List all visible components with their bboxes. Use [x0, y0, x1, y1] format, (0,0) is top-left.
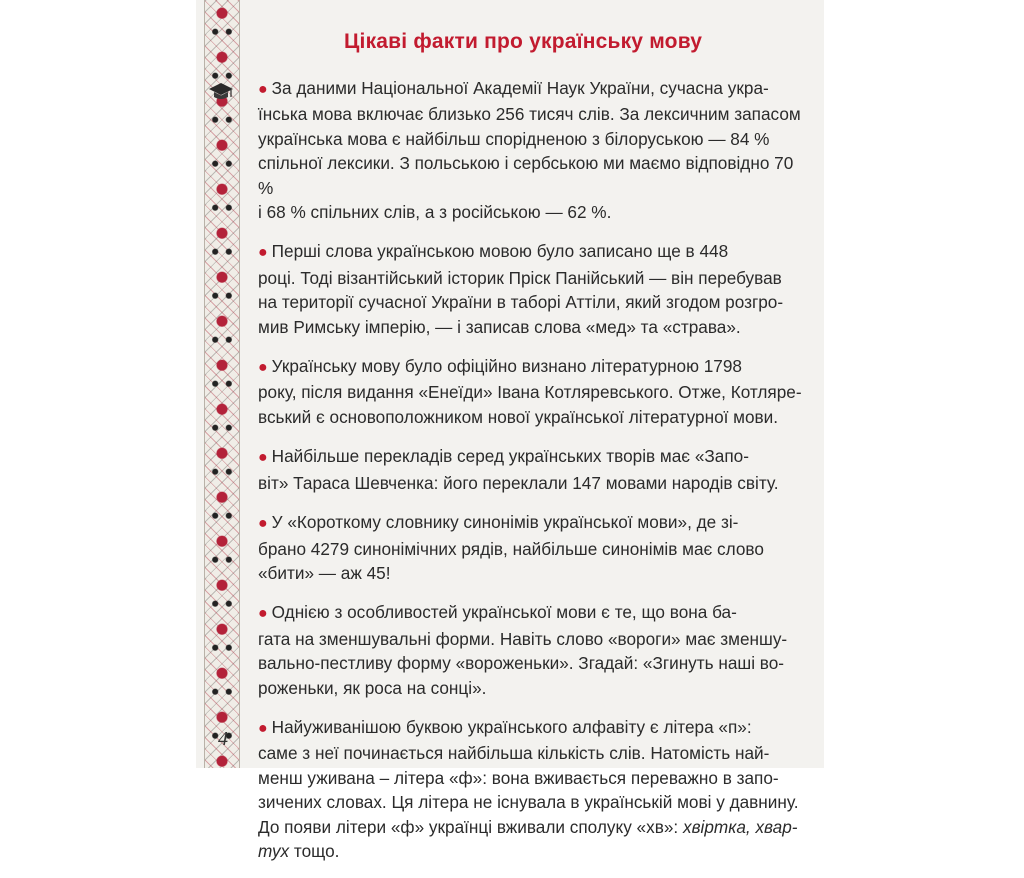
fact-line: зичених словах. Ця літера не існувала в українській мові у давнину. [258, 792, 799, 813]
fact-line: гата на зменшувальні форми. Навіть слово «вороги» має зменшу- [258, 628, 788, 649]
fact-line: менш уживана – літера «ф»: вона вживається переважно в запо- [258, 767, 779, 788]
book-page [196, 0, 824, 861]
fact-line: У «Короткому словнику синонімів української мови», де зі- [271, 512, 739, 533]
bullet-icon: ● [258, 359, 268, 377]
fact-line: До появи літери «ф» українці вживали сполуку «хв»: [258, 816, 679, 837]
fact-line: вально-пестливу форму «вороженьки». Згадай: «Згинуть наші во- [258, 653, 785, 674]
fact-line: саме з неї починається найбільша кількість слів. Натомість най- [258, 743, 770, 764]
fact-line: Українську мову було офіційно визнано літературною 1798 [271, 356, 742, 377]
fact-item [258, 715, 806, 863]
fact-line: Перші слова українською мовою було записано ще в 448 [271, 241, 729, 262]
bullet-icon: ● [258, 515, 268, 533]
fact-item [258, 76, 806, 224]
fact-line: спільної лексики. З польською і сербською ми маємо відповідно 70 % [258, 153, 794, 198]
italic-example: хвіртка, хвар- [682, 816, 798, 837]
bullet-icon: ● [258, 81, 268, 98]
fact-line: їнська мова включає близько 256 тисяч слів. За лексичним запасом [258, 104, 801, 125]
italic-example: тух [258, 840, 290, 861]
fact-item [258, 239, 806, 339]
fact-line: на території сучасної України в таборі Аттіли, який згодом розгро- [258, 292, 784, 313]
fact-line: Найбільше перекладів серед українських творів має «Запо- [271, 446, 749, 467]
fact-line: мив Римську імперію, — і записав слова «мед» та «страва». [258, 316, 741, 337]
fact-item [258, 444, 806, 495]
bullet-icon: ● [258, 244, 268, 262]
fact-line: року, після видання «Енеїди» Івана Котляревського. Отже, Котляре- [258, 382, 802, 403]
facts-list [258, 76, 806, 878]
fact-line: і 68 % спільних слів, а з російською — 62 %. [258, 202, 612, 223]
fact-line: вський є основоположником нової української літературної мови. [258, 406, 779, 427]
fact-line: брано 4279 синонімічних рядів, найбільше синонімів має слово [258, 538, 764, 559]
embroidery-border [204, 0, 240, 768]
fact-line: «бити» — аж 45! [258, 562, 391, 583]
bullet-icon: ● [258, 719, 268, 737]
fact-line: українська мова є найбільш спорідненою з білоруською — 84 % [258, 128, 770, 149]
fact-line: Найуживанішою буквою українського алфавіту є літера «п»: [271, 716, 752, 737]
bullet-icon: ● [258, 449, 268, 467]
fact-line: роженьки, як роса на сонці». [258, 677, 487, 698]
fact-item [258, 600, 806, 700]
fact-line: віт» Тараса Шевченка: його переклали 147 мовами народів світу. [258, 472, 779, 493]
fact-line: тощо. [293, 840, 340, 861]
fact-line: році. Тоді візантійський історик Пріск Панійський — він перебував [258, 267, 782, 288]
fact-line: За даними Національної Академії Наук України, сучасна укра- [271, 78, 769, 98]
fact-line: Однією з особливостей української мови є те, що вона ба- [271, 602, 737, 623]
fact-item [258, 510, 806, 585]
bullet-icon: ● [258, 605, 268, 623]
page-title: Цікаві факти про українську мову [344, 30, 703, 53]
page-number: 4 [218, 728, 228, 750]
fact-item [258, 354, 806, 429]
graduation-cap-icon [208, 82, 234, 102]
